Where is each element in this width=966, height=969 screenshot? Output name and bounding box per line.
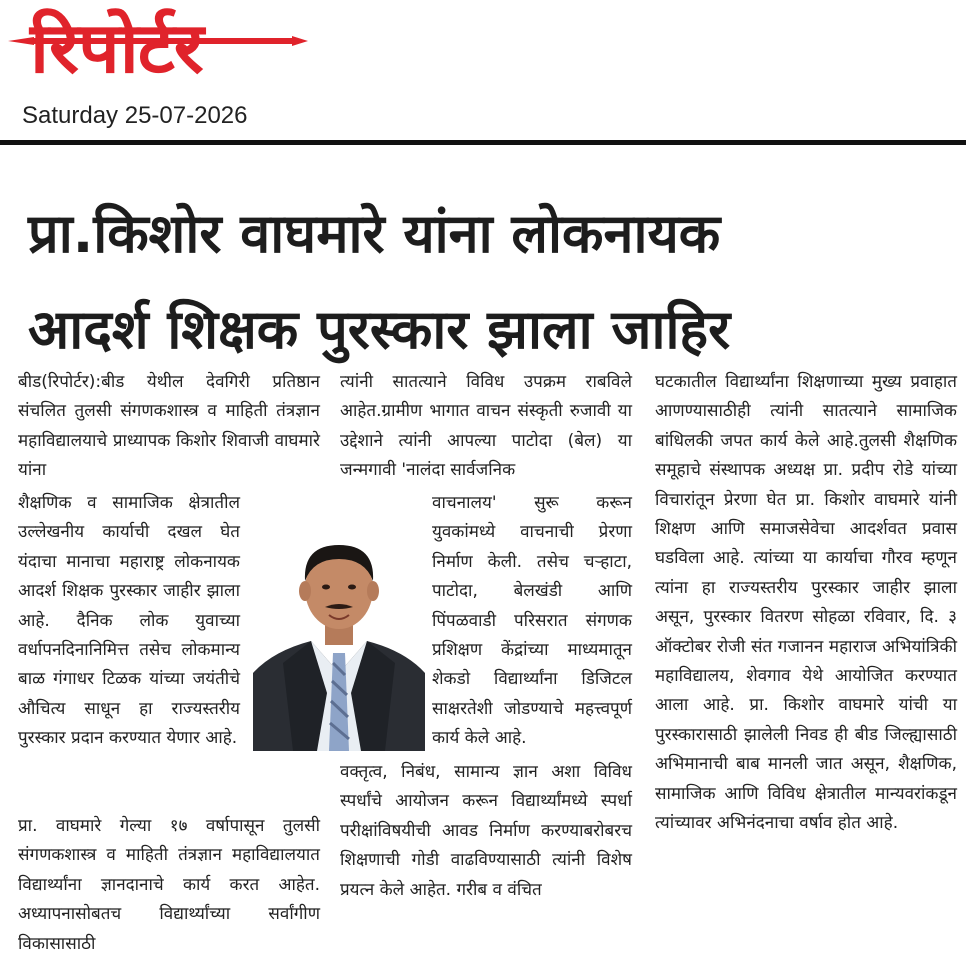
logo-wordmark: रिपोर्टर xyxy=(30,7,203,89)
column-1-wrap xyxy=(18,489,240,754)
headline-line-1: प्रा.किशोर वाघमारे यांना लोकनायक xyxy=(28,202,721,265)
column-2-intro xyxy=(340,368,632,486)
issue-date: Saturday 25-07-2026 xyxy=(22,102,248,129)
paragraph-3: घटकातील विद्यार्थ्यांना शिक्षणाच्या मुख्य प्रवाहात आणण्यासाठीही त्यांनी सातत्याने सामाजिक बांधिलकी जपत कार्य केले आहे.तुलसी शैक्षणिक समूहाचे संस्थापक अध्यक्ष प्रा. प्रदीप रोडे यांच्या विचारांतून प्रेरणा घेत प्रा. किशोर वाघमारे यांनी शिक्षण आणि समाजसेवेचा आदर्शवत प्रवास घडविला आहे. त्यांच्या या कार्याचा गौरव म्हणून त्यांना हा राज्यस्तरीय पुरस्कार जाहीर झाला असून, पुरस्कार वितरण सोहळा रविवार, दि. ३ ऑक्टोबर रोजी संत गजानन महाराज अभियांत्रिकी महाविद्यालय, शेवगाव येथे आयोजित करण्यात आला आहे. प्रा. किशोर वाघमारे यांची या पुरस्कारासाठी झालेली निवड ही बीड जिल्ह्यासाठी अभिमानाची बाब मानली जात असून, शैक्षणिक, सामाजिक आणि विविध क्षेत्रातील मान्यवरांकडून त्यांच्यावर अभिनंदनाचा वर्षाव होत आहे. xyxy=(655,372,957,834)
paragraph-1a: बीड(रिपोर्टर):बीड येथील देवगिरी प्रतिष्ठान संचलित तुलसी संगणकशास्त्र व माहिती तंत्रज्ञान महाविद्यालयाचे प्राध्यापक किशोर शिवाजी वाघमारे यांना xyxy=(18,372,320,481)
column-2-lower xyxy=(340,758,632,905)
column-2-wrap xyxy=(432,489,632,754)
newspaper-logo xyxy=(8,4,318,100)
column-1-intro xyxy=(18,368,320,486)
paragraph-2b: वाचनालय' सुरू करून युवकांमध्ये वाचनाची प्रेरणा निर्माण केली. तसेच चऱ्हाटा, पाटोदा, बेलखंडी आणि पिंपळवाडी परिसरात संगणक प्रशिक्षण केंद्रांच्या माध्यमातून शेकडो विद्यार्थ्यांना डिजिटल साक्षरतेशी जोडण्याचे महत्त्वपूर्ण कार्य केले आहे. xyxy=(432,493,632,749)
man-in-suit-portrait xyxy=(253,523,425,751)
paragraph-1c: प्रा. वाघमारे गेल्या १७ वर्षापासून तुलसी संगणकशास्त्र व माहिती तंत्रज्ञान महाविद्यालयात विद्यार्थ्यांना ज्ञानदानाचे कार्य करत आहेत. अध्यापनासोबतच विद्यार्थ्यांच्या सर्वांगीण विकासासाठी xyxy=(18,816,320,954)
portrait-photo xyxy=(253,523,425,751)
masthead xyxy=(0,0,966,148)
paragraph-1b: शैक्षणिक व सामाजिक क्षेत्रातील उल्लेखनीय कार्याची दखल घेत यंदाचा मानाचा महाराष्ट्र लोकनायक आदर्श शिक्षक पुरस्कार जाहीर झाला आहे. दैनिक लोक युवाच्या वर्धापनदिनानिमित्त तसेच लोकमान्य बाळ गंगाधर टिळक यांच्या जयंतीचे औचित्य साधून हा राज्यस्तरीय पुरस्कार प्रदान करण्यात येणार आहे. xyxy=(18,493,240,749)
column-3 xyxy=(655,368,957,843)
headline-line-2: आदर्श शिक्षक पुरस्कार झाला जाहिर xyxy=(28,298,731,361)
paragraph-2c: वक्तृत्व, निबंध, सामान्य ज्ञान अशा विविध स्पर्धांचे आयोजन करून विद्यार्थ्यांमध्ये स्पर्धा परीक्षांविषयीची आवड निर्माण करण्याबरोबरच शिक्षणाची गोडी वाढविण्यासाठी त्यांनी विशेष प्रयत्न केले आहेत. गरीब व वंचित xyxy=(340,762,632,900)
masthead-divider xyxy=(0,140,966,145)
column-1-lower xyxy=(18,812,320,959)
article-headline xyxy=(28,186,958,378)
paragraph-2a: त्यांनी सातत्याने विविध उपक्रम राबविले आहेत.ग्रामीण भागात वाचन संस्कृती रुजावी या उद्देशाने त्यांनी आपल्या पाटोदा (बेल) या जन्मगावी 'नालंदा सार्वजनिक xyxy=(340,372,632,481)
